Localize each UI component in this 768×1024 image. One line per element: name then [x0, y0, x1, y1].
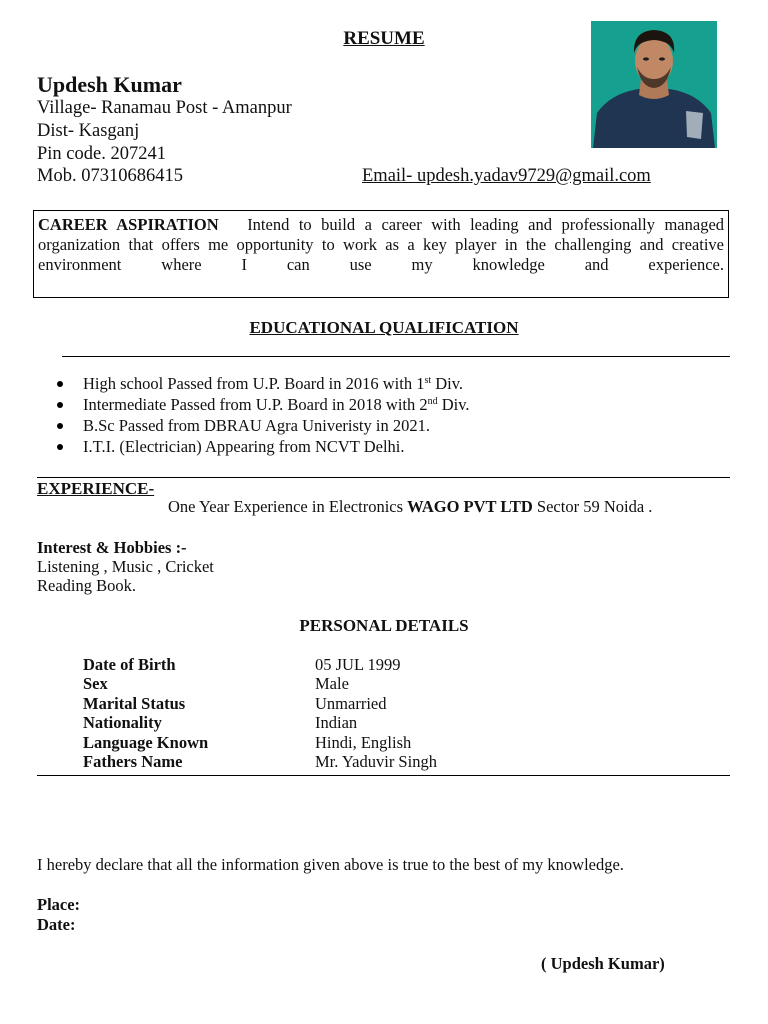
career-aspiration-box — [33, 210, 729, 298]
signature-name: ( Updesh Kumar) — [541, 954, 665, 973]
dob-label: Date of Birth — [83, 655, 176, 674]
career-aspiration-body: Intend to build a career with leading and professionally managed organization that offers me opportunity to work as a key player in the challenging and creative environment where I can use my knowledge and experience. — [38, 215, 725, 274]
education-item: High school Passed from U.P. Board in 2016 with 1st Div. — [57, 373, 470, 394]
education-item: B.Sc Passed from DBRAU Agra Univeristy in 2021. — [57, 415, 470, 436]
marital-status-value: Unmarried — [315, 694, 387, 713]
career-aspiration-text — [38, 215, 724, 275]
career-aspiration-heading: CAREER ASPIRATION — [38, 215, 219, 234]
bullet-icon — [57, 444, 63, 450]
sex-label: Sex — [83, 674, 108, 693]
experience-heading: EXPERIENCE- — [37, 479, 155, 498]
divider — [37, 775, 730, 776]
place-label: Place: — [37, 895, 81, 914]
hobbies-heading: Interest & Hobbies :- — [37, 538, 187, 557]
marital-status-label: Marital Status — [83, 694, 186, 713]
divider — [37, 477, 730, 478]
fathers-name-value: Mr. Yaduvir Singh — [315, 752, 437, 771]
language-label: Language Known — [83, 733, 209, 752]
candidate-name: Updesh Kumar — [37, 72, 182, 97]
language-value: Hindi, English — [315, 733, 412, 752]
education-item: I.T.I. (Electrician) Appearing from NCVT Delhi. — [57, 436, 470, 457]
hobbies-line: Reading Book. — [37, 576, 136, 595]
education-list — [57, 373, 470, 457]
bullet-icon — [57, 381, 63, 387]
divider — [62, 356, 730, 357]
email-link[interactable]: Email- updesh.yadav9729@gmail.com — [362, 166, 651, 186]
bullet-icon — [57, 423, 63, 429]
education-item: Intermediate Passed from U.P. Board in 2018 with 2nd Div. — [57, 394, 470, 415]
fathers-name-label: Fathers Name — [83, 752, 183, 771]
experience-text: One Year Experience in Electronics WAGO PVT LTD Sector 59 Noida . — [168, 497, 653, 516]
education-heading: EDUCATIONAL QUALIFICATION — [249, 318, 519, 337]
company-name: WAGO PVT LTD — [407, 497, 533, 516]
declaration-text: I hereby declare that all the information given above is true to the best of my knowledge. — [37, 855, 624, 874]
address-village: Village- Ranamau Post - Amanpur — [37, 98, 292, 118]
page-title: RESUME — [343, 28, 425, 49]
profile-photo — [591, 21, 717, 148]
address-pincode: Pin code. 207241 — [37, 144, 166, 164]
hobbies-line: Listening , Music , Cricket — [37, 557, 214, 576]
sex-value: Male — [315, 674, 349, 693]
address-district: Dist- Kasganj — [37, 121, 140, 141]
person-portrait-image — [591, 21, 717, 148]
personal-details-heading: PERSONAL DETAILS — [299, 616, 469, 635]
dob-value: 05 JUL 1999 — [315, 655, 401, 674]
date-label: Date: — [37, 915, 76, 934]
nationality-label: Nationality — [83, 713, 162, 732]
nationality-value: Indian — [315, 713, 358, 732]
bullet-icon — [57, 402, 63, 408]
mobile-number: Mob. 07310686415 — [37, 166, 183, 186]
